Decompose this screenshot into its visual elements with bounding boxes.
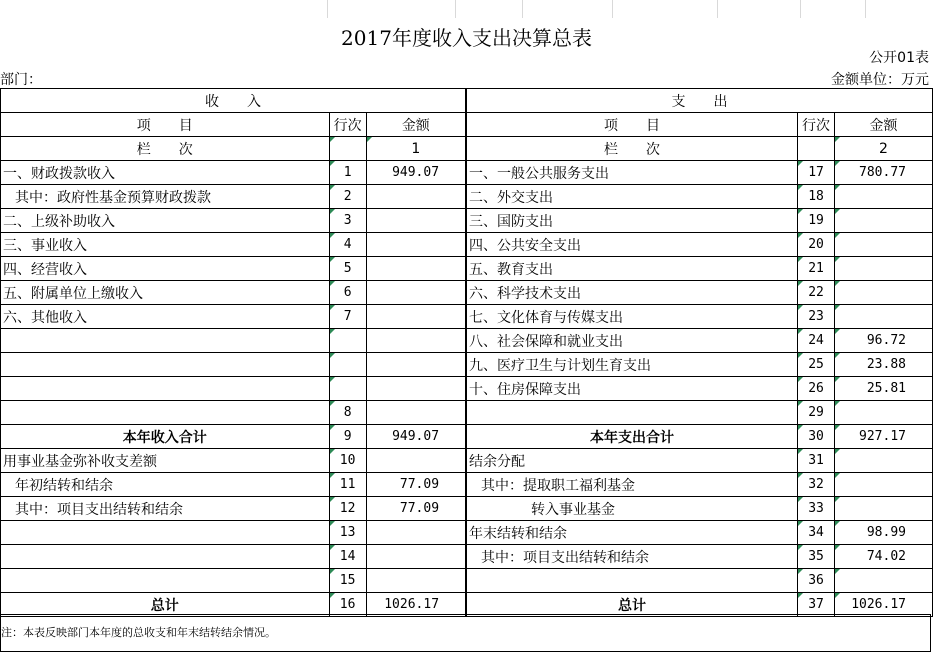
income-line-number: 5: [329, 257, 366, 281]
table-row: [1, 233, 933, 257]
table-row: [1, 473, 933, 497]
income-item-label: 二、上级补助收入: [1, 209, 330, 233]
table-row: [1, 497, 933, 521]
income-item-label: 一、财政拨款收入: [1, 161, 330, 185]
expense-line-number: 25: [798, 353, 835, 377]
expense-amount: [835, 569, 933, 593]
income-amount: [366, 353, 466, 377]
expense-item-label: [466, 401, 798, 425]
income-item-label: 六、其他收入: [1, 305, 330, 329]
expense-column-blank: [798, 137, 835, 161]
table-note: 注：本表反映部门本年度的总收支和年末结转结余情况。: [0, 614, 931, 652]
table-row: [1, 545, 933, 569]
expense-amount: [835, 233, 933, 257]
expense-amount: 1026.17: [835, 593, 933, 617]
expense-line-number: 26: [798, 377, 835, 401]
income-line-number: 4: [329, 233, 366, 257]
table-row: [1, 425, 933, 449]
expense-amount: [835, 257, 933, 281]
expense-amount: [835, 281, 933, 305]
expense-amount: [835, 497, 933, 521]
column-index-row: [1, 137, 933, 161]
expense-item-label: 年末结转和结余: [466, 521, 798, 545]
expense-amount: 780.77: [835, 161, 933, 185]
income-line-number: 1: [329, 161, 366, 185]
table-row: [1, 329, 933, 353]
income-amount: [366, 257, 466, 281]
expense-line-number: 24: [798, 329, 835, 353]
expense-item-label: 六、科学技术支出: [466, 281, 798, 305]
expense-item-label: 十、住房保障支出: [466, 377, 798, 401]
income-line-number: 12: [329, 497, 366, 521]
income-amount: [366, 569, 466, 593]
income-amount: [366, 305, 466, 329]
income-amount: 1026.17: [366, 593, 466, 617]
table-row: [1, 281, 933, 305]
expense-column-label: 栏 次: [466, 137, 798, 161]
income-item-label: 五、附属单位上缴收入: [1, 281, 330, 305]
table-row: [1, 161, 933, 185]
table-row: [1, 305, 933, 329]
expense-item-label: 一、一般公共服务支出: [466, 161, 798, 185]
income-amount: [366, 329, 466, 353]
expense-amount: [835, 209, 933, 233]
expense-amount-header: 金额: [835, 113, 933, 137]
income-line-header: 行次: [329, 113, 366, 137]
income-amount: 77.09: [366, 473, 466, 497]
expense-amount: 25.81: [835, 377, 933, 401]
income-column-number: 1: [366, 137, 466, 161]
income-amount: 949.07: [366, 425, 466, 449]
expense-item-label: 转入事业基金: [466, 497, 798, 521]
income-item-label: 用事业基金弥补收支差额: [1, 449, 330, 473]
income-item-label: [1, 329, 330, 353]
expense-amount: [835, 185, 933, 209]
income-amount: [366, 233, 466, 257]
expense-amount: 927.17: [835, 425, 933, 449]
expense-amount: [835, 401, 933, 425]
expense-item-label: 四、公共安全支出: [466, 233, 798, 257]
expense-line-number: 20: [798, 233, 835, 257]
expense-amount: [835, 473, 933, 497]
income-item-label: 本年收入合计: [1, 425, 330, 449]
income-amount: [366, 545, 466, 569]
expense-item-label: 其中：项目支出结转和结余: [466, 545, 798, 569]
expense-item-label: 总计: [466, 593, 798, 617]
income-amount: [366, 401, 466, 425]
income-item-header: 项 目: [1, 113, 330, 137]
income-line-number: [329, 353, 366, 377]
expense-line-number: 23: [798, 305, 835, 329]
expense-line-number: 17: [798, 161, 835, 185]
expense-amount: 96.72: [835, 329, 933, 353]
income-line-number: 8: [329, 401, 366, 425]
income-item-label: [1, 353, 330, 377]
income-column-blank: [329, 137, 366, 161]
expense-item-label: 本年支出合计: [466, 425, 798, 449]
expense-amount: [835, 449, 933, 473]
expense-section-header: 支 出: [466, 89, 932, 113]
expense-line-number: 30: [798, 425, 835, 449]
income-line-number: 3: [329, 209, 366, 233]
table-row: [1, 569, 933, 593]
income-amount: [366, 449, 466, 473]
expense-line-header: 行次: [798, 113, 835, 137]
expense-item-label: 八、社会保障和就业支出: [466, 329, 798, 353]
expense-line-number: 31: [798, 449, 835, 473]
income-item-label: 三、事业收入: [1, 233, 330, 257]
expense-amount: 98.99: [835, 521, 933, 545]
table-row: [1, 353, 933, 377]
income-item-label: [1, 377, 330, 401]
income-line-number: [329, 377, 366, 401]
expense-line-number: 35: [798, 545, 835, 569]
income-expense-table: [0, 88, 933, 617]
income-item-label: [1, 569, 330, 593]
income-line-number: 11: [329, 473, 366, 497]
income-line-number: 7: [329, 305, 366, 329]
report-title: 2017年度收入支出决算总表: [341, 26, 592, 50]
income-amount: [366, 281, 466, 305]
spreadsheet-top-gridlines: [0, 0, 933, 18]
expense-item-label: 五、教育支出: [466, 257, 798, 281]
table-row: [1, 209, 933, 233]
table-row: [1, 377, 933, 401]
department-label: 部门：: [0, 72, 42, 88]
income-amount-header: 金额: [366, 113, 466, 137]
expense-item-label: 七、文化体育与传媒支出: [466, 305, 798, 329]
expense-line-number: 36: [798, 569, 835, 593]
section-header-row: [1, 89, 933, 113]
table-row: [1, 449, 933, 473]
amount-unit-label: 金额单位：万元: [831, 72, 929, 88]
expense-item-label: 结余分配: [466, 449, 798, 473]
expense-amount: 23.88: [835, 353, 933, 377]
expense-line-number: 18: [798, 185, 835, 209]
expense-amount: 74.02: [835, 545, 933, 569]
expense-line-number: 34: [798, 521, 835, 545]
income-line-number: 10: [329, 449, 366, 473]
income-item-label: [1, 545, 330, 569]
table-row: [1, 521, 933, 545]
income-amount: 77.09: [366, 497, 466, 521]
expense-column-number: 2: [835, 137, 933, 161]
income-amount: [366, 185, 466, 209]
income-item-label: 其中：政府性基金预算财政拨款: [1, 185, 330, 209]
income-item-label: [1, 401, 330, 425]
expense-item-header: 项 目: [466, 113, 798, 137]
form-code: 公开01表: [869, 50, 929, 66]
income-line-number: 9: [329, 425, 366, 449]
income-amount: [366, 377, 466, 401]
income-line-number: 2: [329, 185, 366, 209]
income-line-number: 16: [329, 593, 366, 617]
expense-line-number: 33: [798, 497, 835, 521]
income-amount: [366, 521, 466, 545]
income-item-label: 四、经营收入: [1, 257, 330, 281]
table-row: [1, 401, 933, 425]
income-column-label: 栏 次: [1, 137, 330, 161]
expense-item-label: 二、外交支出: [466, 185, 798, 209]
table-row: [1, 593, 933, 617]
income-item-label: 总计: [1, 593, 330, 617]
expense-item-label: 三、国防支出: [466, 209, 798, 233]
expense-line-number: 22: [798, 281, 835, 305]
income-amount: [366, 209, 466, 233]
income-item-label: [1, 521, 330, 545]
income-item-label: 年初结转和结余: [1, 473, 330, 497]
expense-line-number: 37: [798, 593, 835, 617]
table-row: [1, 257, 933, 281]
income-section-header: 收 入: [1, 89, 467, 113]
table-row: [1, 185, 933, 209]
income-line-number: [329, 329, 366, 353]
income-line-number: 13: [329, 521, 366, 545]
income-line-number: 14: [329, 545, 366, 569]
expense-amount: [835, 305, 933, 329]
expense-line-number: 29: [798, 401, 835, 425]
expense-line-number: 21: [798, 257, 835, 281]
expense-line-number: 32: [798, 473, 835, 497]
expense-item-label: 九、医疗卫生与计划生育支出: [466, 353, 798, 377]
income-amount: 949.07: [366, 161, 466, 185]
expense-item-label: [466, 569, 798, 593]
expense-item-label: 其中：提取职工福利基金: [466, 473, 798, 497]
column-header-row: [1, 113, 933, 137]
income-line-number: 15: [329, 569, 366, 593]
income-line-number: 6: [329, 281, 366, 305]
income-item-label: 其中：项目支出结转和结余: [1, 497, 330, 521]
expense-line-number: 19: [798, 209, 835, 233]
